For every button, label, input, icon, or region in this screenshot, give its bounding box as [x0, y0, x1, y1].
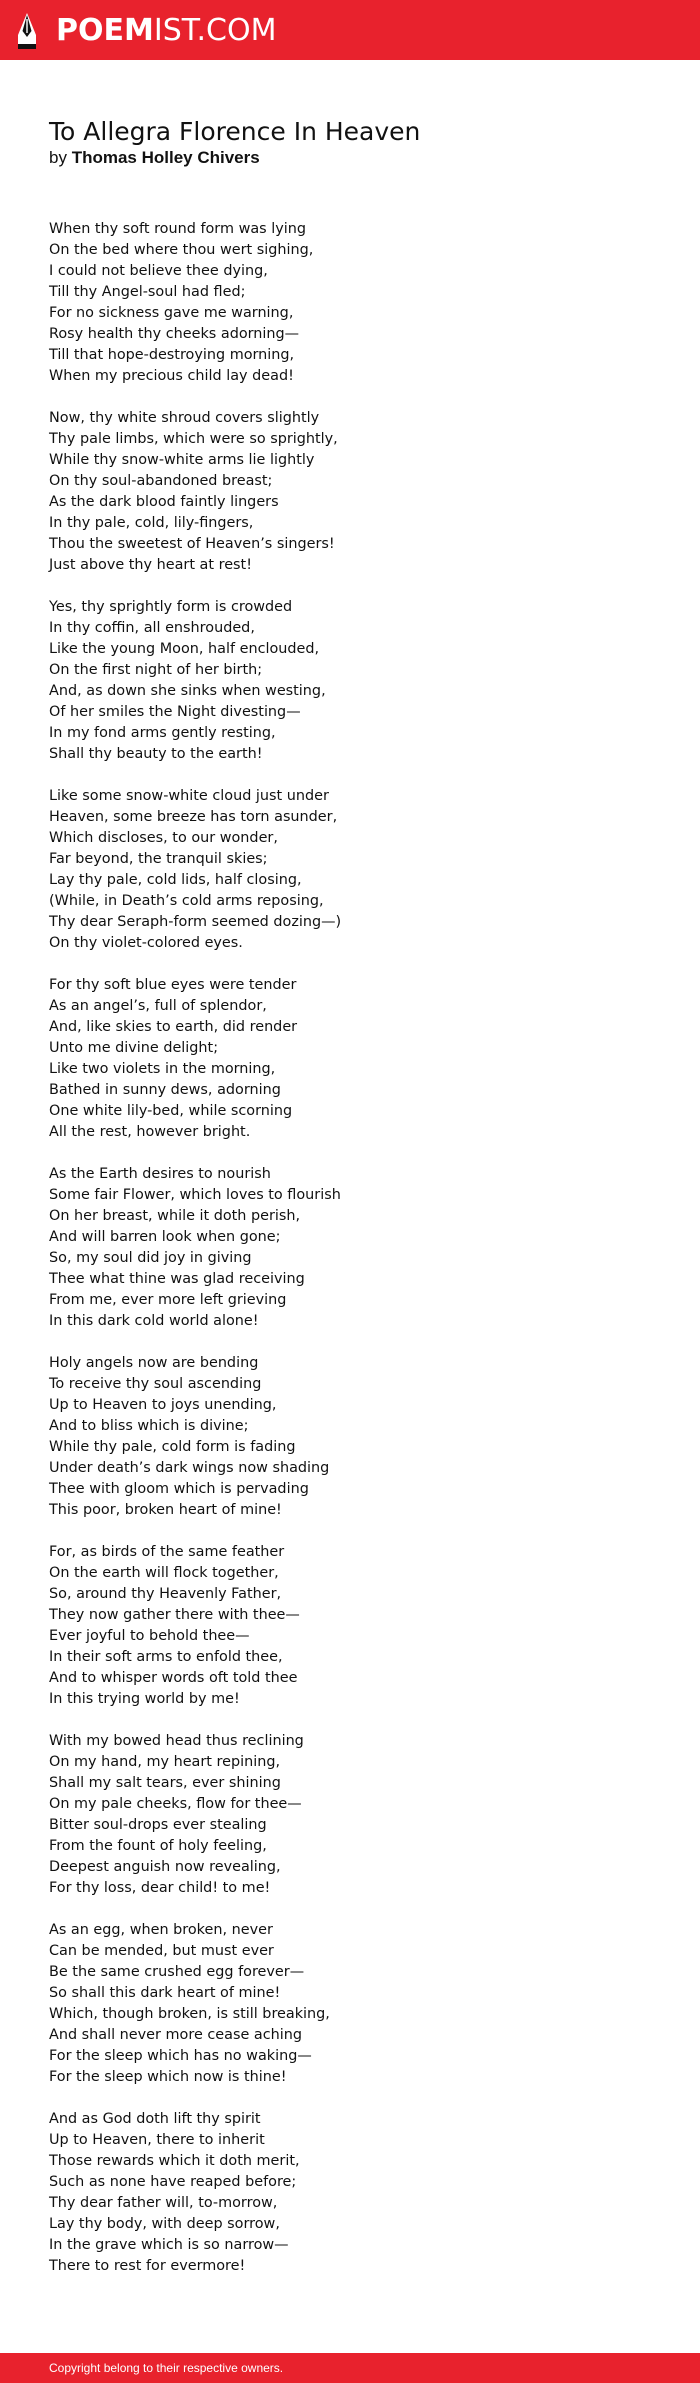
- poem-line: Which, though broken, is still breaking,: [49, 2006, 330, 2022]
- poem-line: For the sleep which has no waking—: [49, 2048, 312, 2064]
- copyright-notice: Copyright belong to their respective owners.: [49, 2361, 284, 2375]
- site-name: [56, 11, 276, 51]
- poem-line: In my fond arms gently resting,: [49, 725, 276, 741]
- poem-line: And as God doth lift thy spirit: [49, 2111, 261, 2127]
- poem-line: So, my soul did joy in giving: [49, 1250, 252, 1266]
- poem-line: Thy dear Seraph-form seemed dozing—): [49, 914, 342, 930]
- pen-nib-icon: [14, 11, 40, 51]
- poem-line: On the first night of her birth;: [49, 662, 263, 678]
- poem-stanza: [49, 1542, 669, 1710]
- poem-line: Shall thy beauty to the earth!: [49, 746, 263, 762]
- poem-line: Just above thy heart at rest!: [49, 557, 252, 573]
- poem-line: On my pale cheeks, flow for thee—: [49, 1796, 302, 1812]
- poem-stanza: [49, 786, 669, 954]
- poem-line: And, as down she sinks when westing,: [49, 683, 326, 699]
- poem-line: Yes, thy sprightly form is crowded: [49, 599, 293, 615]
- poem-line: (While, in Death’s cold arms reposing,: [49, 893, 324, 909]
- poem-line: Can be mended, but must ever: [49, 1943, 274, 1959]
- poem-line: As the Earth desires to nourish: [49, 1166, 271, 1182]
- poem-line: Of her smiles the Night divesting—: [49, 704, 301, 720]
- poem-line: In thy pale, cold, lily-fingers,: [49, 515, 254, 531]
- poem-line: On my hand, my heart repining,: [49, 1754, 281, 1770]
- poem-stanza: [49, 1164, 669, 1332]
- poem-stanza: [49, 2109, 669, 2277]
- poem-line: For thy loss, dear child! to me!: [49, 1880, 271, 1896]
- poem-line: From me, ever more left grieving: [49, 1292, 287, 1308]
- poem-stanza: [49, 408, 669, 576]
- site-footer: [0, 2353, 700, 2383]
- site-header: [0, 0, 700, 60]
- poem-line: For the sleep which now is thine!: [49, 2069, 287, 2085]
- poem-line: In this dark cold world alone!: [49, 1313, 259, 1329]
- poem-line: Holy angels now are bending: [49, 1355, 259, 1371]
- poem-author[interactable]: Thomas Holley Chivers: [71, 148, 260, 167]
- poem-line: Some fair Flower, which loves to flourish: [49, 1187, 341, 1203]
- site-name-light: IST.COM: [153, 13, 277, 48]
- poem-line: While thy snow-white arms lie lightly: [49, 452, 315, 468]
- poem-line: I could not believe thee dying,: [49, 263, 268, 279]
- poem-line: This poor, broken heart of mine!: [49, 1502, 282, 1518]
- by-label: by: [49, 148, 67, 167]
- poem-line: And to whisper words oft told thee: [49, 1670, 298, 1686]
- poem-byline: [49, 146, 260, 170]
- poem-line: Rosy health thy cheeks adorning—: [49, 326, 300, 342]
- poem-line: Like some snow-white cloud just under: [49, 788, 329, 804]
- poem-line: In the grave which is so narrow—: [49, 2237, 289, 2253]
- poem-line: On the bed where thou wert sighing,: [49, 242, 314, 258]
- poem-line: For thy soft blue eyes were tender: [49, 977, 297, 993]
- poem-line: As the dark blood faintly lingers: [49, 494, 279, 510]
- poem-line: Up to Heaven, there to inherit: [49, 2132, 265, 2148]
- site-logo[interactable]: [14, 11, 276, 51]
- poem-line: For, as birds of the same feather: [49, 1544, 285, 1560]
- poem-line: Like two violets in the morning,: [49, 1061, 276, 1077]
- poem-line: On thy soul-abandoned breast;: [49, 473, 273, 489]
- poem-line: While thy pale, cold form is fading: [49, 1439, 296, 1455]
- poem-line: As an angel’s, full of splendor,: [49, 998, 267, 1014]
- poem-line: Thy dear father will, to-morrow,: [49, 2195, 278, 2211]
- poem-line: In their soft arms to enfold thee,: [49, 1649, 283, 1665]
- poem-line: So, around thy Heavenly Father,: [49, 1586, 282, 1602]
- poem-line: On her breast, while it doth perish,: [49, 1208, 301, 1224]
- poem-line: Thee what thine was glad receiving: [49, 1271, 305, 1287]
- poem-line: There to rest for evermore!: [49, 2258, 246, 2274]
- poem-line: From the fount of holy feeling,: [49, 1838, 267, 1854]
- poem-stanza: [49, 597, 669, 765]
- poem-line: Like the young Moon, half enclouded,: [49, 641, 320, 657]
- poem-line: In thy coffin, all enshrouded,: [49, 620, 255, 636]
- poem-stanza: [49, 1353, 669, 1521]
- poem-line: Be the same crushed egg forever—: [49, 1964, 305, 1980]
- poem-line: And to bliss which is divine;: [49, 1418, 249, 1434]
- poem-line: To receive thy soul ascending: [49, 1376, 262, 1392]
- poem-line: Up to Heaven to joys unending,: [49, 1397, 277, 1413]
- poem-line: On thy violet-colored eyes.: [49, 935, 243, 951]
- poem-line: Ever joyful to behold thee—: [49, 1628, 250, 1644]
- poem-line: So shall this dark heart of mine!: [49, 1985, 281, 2001]
- poem-line: Thee with gloom which is pervading: [49, 1481, 309, 1497]
- poem-line: On the earth will flock together,: [49, 1565, 279, 1581]
- poem-line: One white lily-bed, while scorning: [49, 1103, 293, 1119]
- poem-line: Now, thy white shroud covers slightly: [49, 410, 320, 426]
- poem-line: Till thy Angel-soul had fled;: [49, 284, 246, 300]
- poem-line: Lay thy body, with deep sorrow,: [49, 2216, 280, 2232]
- poem-stanza: [49, 975, 669, 1143]
- poem-line: Those rewards which it doth merit,: [49, 2153, 300, 2169]
- poem-line: When my precious child lay dead!: [49, 368, 294, 384]
- poem-line: With my bowed head thus reclining: [49, 1733, 304, 1749]
- poem-line: As an egg, when broken, never: [49, 1922, 273, 1938]
- poem-line: Far beyond, the tranquil skies;: [49, 851, 268, 867]
- poem-line: Till that hope-destroying morning,: [49, 347, 295, 363]
- poem-line: All the rest, however bright.: [49, 1124, 251, 1140]
- poem-line: And will barren look when gone;: [49, 1229, 281, 1245]
- poem-line: Which discloses, to our wonder,: [49, 830, 278, 846]
- poem-line: When thy soft round form was lying: [49, 221, 306, 237]
- poem-line: Unto me divine delight;: [49, 1040, 219, 1056]
- poem-body: [49, 219, 669, 2298]
- poem-line: Deepest anguish now revealing,: [49, 1859, 281, 1875]
- poem-title: To Allegra Florence In Heaven: [49, 117, 421, 146]
- poem-line: They now gather there with thee—: [49, 1607, 300, 1623]
- poem-line: Thou the sweetest of Heaven’s singers!: [49, 536, 335, 552]
- poem-line: And, like skies to earth, did render: [49, 1019, 298, 1035]
- poem-line: Heaven, some breeze has torn asunder,: [49, 809, 338, 825]
- poem-line: For no sickness gave me warning,: [49, 305, 294, 321]
- poem-stanza: [49, 1920, 669, 2088]
- poem-line: Bitter soul-drops ever stealing: [49, 1817, 267, 1833]
- poem-stanza: [49, 1731, 669, 1899]
- poem-line: Under death’s dark wings now shading: [49, 1460, 330, 1476]
- poem-line: Lay thy pale, cold lids, half closing,: [49, 872, 302, 888]
- poem-line: Shall my salt tears, ever shining: [49, 1775, 281, 1791]
- poem-line: Such as none have reaped before;: [49, 2174, 297, 2190]
- poem-line: Thy pale limbs, which were so sprightly,: [49, 431, 338, 447]
- site-name-strong: POEM: [56, 13, 154, 48]
- poem-line: In this trying world by me!: [49, 1691, 240, 1707]
- poem-line: And shall never more cease aching: [49, 2027, 302, 2043]
- poem-line: Bathed in sunny dews, adorning: [49, 1082, 281, 1098]
- poem-stanza: [49, 219, 669, 387]
